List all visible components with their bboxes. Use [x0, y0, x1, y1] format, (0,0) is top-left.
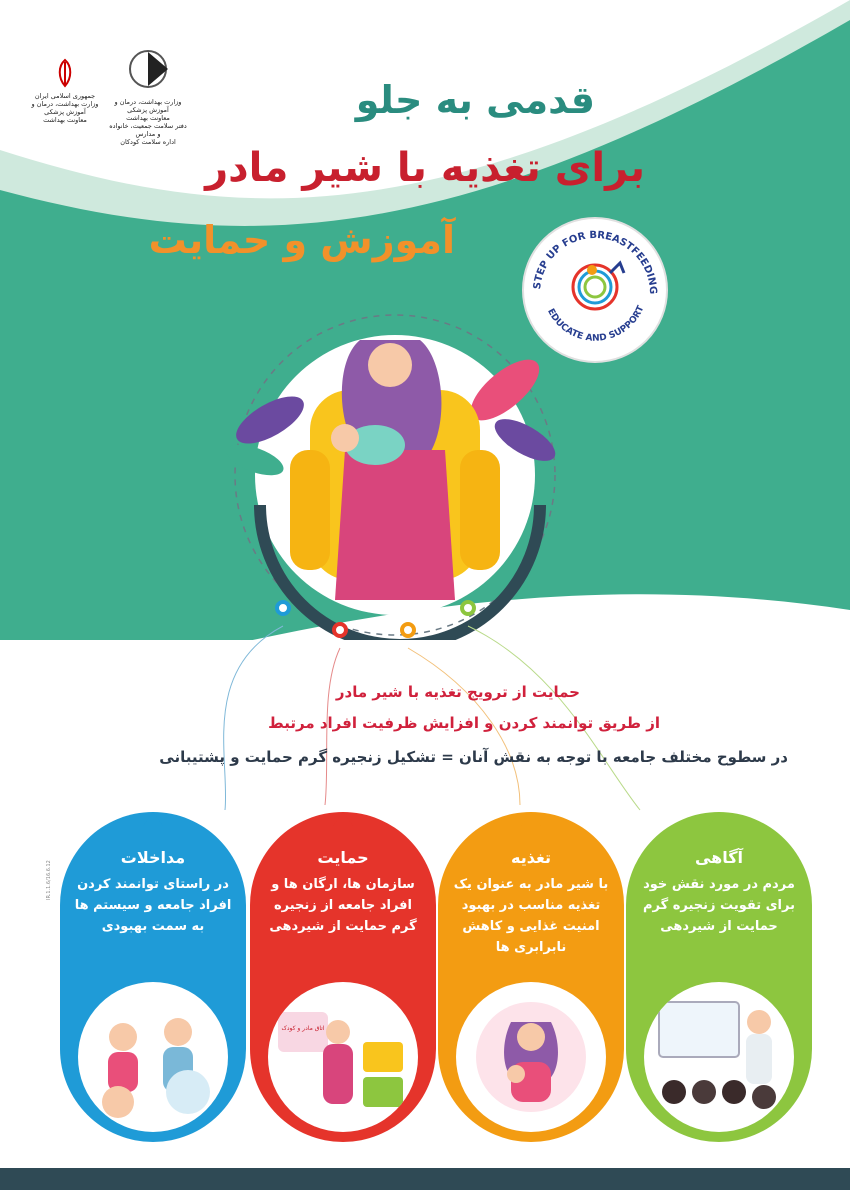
card-interventions-body: در راستای توانمند کردن افراد جامعه و سیستم ها به سمت بهبودی [74, 877, 232, 934]
card-support [250, 812, 436, 1142]
ministry-logo [108, 44, 188, 146]
card-pointer-icon [333, 812, 353, 826]
card-support-image [268, 982, 418, 1132]
card-nutrition-body: با شیر مادر به عنوان یک تغذیه مناسب در بهبود امنیت غذایی و کاهش نابرابری ها [453, 877, 609, 955]
central-illustration [215, 300, 575, 640]
card-pointer-icon [143, 812, 163, 826]
ministry-line-3: دفتر سلامت جمعیت، خانواده و مدارس [109, 122, 187, 138]
ministry-line-2: معاونت بهداشت [126, 114, 170, 122]
emblem-line-3: معاونت بهداشت [43, 116, 87, 124]
title-line-3: آموزش و حمایت [148, 218, 455, 262]
title-line-2: برای تغذیه با شیر مادر [205, 145, 645, 191]
card-pointer-icon [709, 812, 729, 826]
emblem-line-2: وزارت بهداشت، درمان و آموزش پزشکی [31, 100, 99, 116]
bottom-bar [0, 1168, 850, 1190]
side-code: IR.1.1.6/16.6.12 [46, 860, 52, 900]
card-nutrition-title: تغذیه [511, 848, 551, 867]
middle-line-3: در سطوح مختلف جامعه با توجه به نقش آنان = تشکیل زنجیره گرم حمایت و پشتیبانی [159, 748, 788, 766]
ministry-line-4: اداره سلامت کودکان [120, 138, 176, 146]
card-nutrition-image [456, 982, 606, 1132]
card-pointer-icon [521, 812, 541, 826]
middle-line-2: از طریق توانمند کردن و افزایش ظرفیت افراد مرتبط [268, 714, 660, 732]
card-nutrition [438, 812, 624, 1142]
emblem-line-1: جمهوری اسلامی ایران [34, 92, 96, 100]
middle-line-1: حمایت از ترویج تغذیه با شیر مادر [335, 683, 580, 701]
ministry-icon [108, 44, 188, 94]
iran-emblem-logo [30, 58, 100, 128]
badge-bottom-text: EDUCATE AND SUPPORT [545, 304, 647, 344]
title-line-1: قدمی به جلو [355, 78, 595, 122]
card-awareness-image [644, 982, 794, 1132]
card-awareness [626, 812, 812, 1142]
emblem-icon [30, 58, 100, 88]
card-support-body: سازمان ها، ارگان ها و افراد جامعه از زنجیره گرم حمایت از شیردهی [269, 877, 417, 934]
card-interventions [60, 812, 246, 1142]
card-interventions-image [78, 982, 228, 1132]
mother-figure [331, 340, 455, 600]
ministry-line-1: وزارت بهداشت، درمان و آموزش پزشکی [114, 98, 182, 114]
badge-top-text: STEP UP FOR BREASTFEEDING [532, 229, 659, 295]
card-awareness-title: آگاهی [694, 848, 744, 867]
card-interventions-title: مداخلات [120, 848, 186, 867]
mother-child-room-sign: اتاق مادر و کودک [281, 1025, 325, 1032]
card-awareness-body: مردم در مورد نقش خود برای تقویت زنجیره گرم حمایت از شیردهی [643, 877, 795, 934]
card-support-title: حمایت [317, 848, 369, 867]
